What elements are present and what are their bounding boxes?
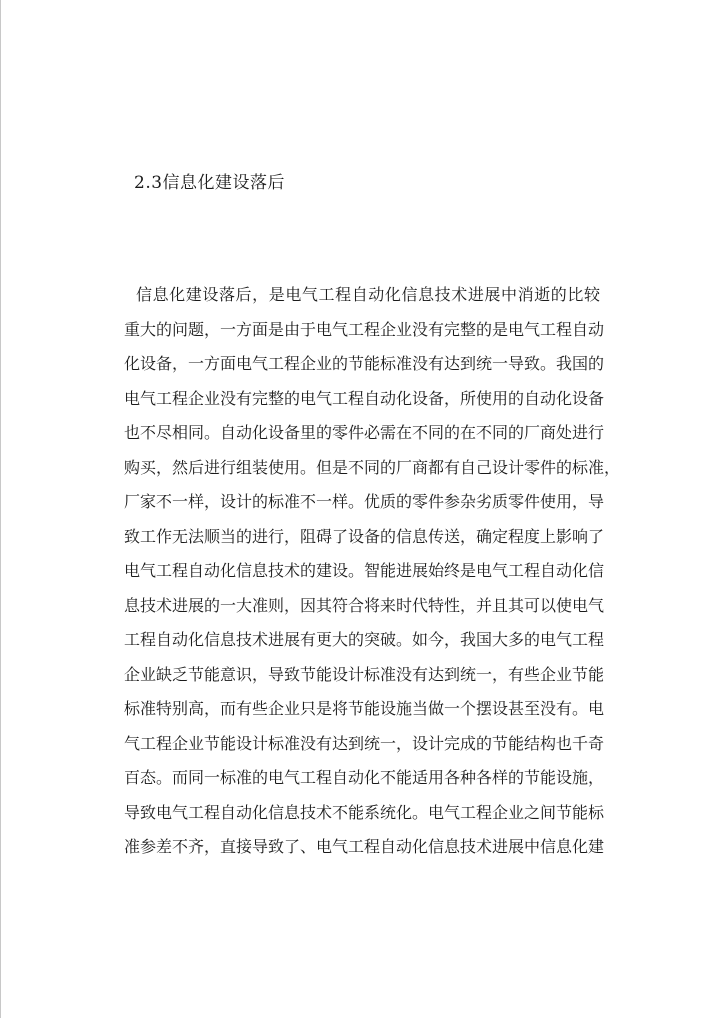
- section-heading: 2.3信息化建设落后: [134, 173, 286, 193]
- body-paragraph: [124, 278, 621, 865]
- page-border: [0, 0, 1, 1018]
- paragraph-line: 购买，然后进行组装使用。但是不同的厂商都有自己设计零件的标准，: [124, 457, 621, 477]
- paragraph-line: 工程自动化信息技术进展有更大的突破。如今，我国大多的电气工程: [124, 630, 605, 649]
- paragraph-line: 化设备，一方面电气工程企业的节能标准没有达到统一导致。我国的: [124, 354, 605, 373]
- paragraph-line: 电气工程自动化信息技术的建设。智能进展始终是电气工程自动化信: [124, 561, 605, 580]
- paragraph-line: 准参差不齐，直接导致了、电气工程自动化信息技术进展中信息化建: [124, 837, 605, 856]
- paragraph-line: 致工作无法顺当的进行，阻碍了设备的信息传送，确定程度上影响了: [124, 526, 605, 546]
- paragraph-line: 信息化建设落后，是电气工程自动化信息技术进展中消逝的比较: [136, 285, 600, 304]
- paragraph-line: 电气工程企业没有完整的电气工程自动化设备，所使用的自动化设备: [124, 388, 605, 408]
- paragraph-line: 企业缺乏节能意识，导致节能设计标准没有达到统一，有些企业节能: [124, 664, 605, 684]
- paragraph-line: 导致电气工程自动化信息技术不能系统化。电气工程企业之间节能标: [124, 802, 605, 822]
- paragraph-line: 也不尽相同。自动化设备里的零件必需在不同的在不同的厂商处进行: [124, 423, 605, 442]
- paragraph-line: 厂家不一样，设计的标准不一样。优质的零件参杂劣质零件使用，导: [124, 492, 605, 511]
- paragraph-line: 标准特别高，而有些企业只是将节能设施当做一个摆设甚至没有。电: [124, 699, 605, 718]
- paragraph-line: 气工程企业节能设计标准没有达到统一，设计完成的节能结构也千奇: [124, 733, 605, 753]
- paragraph-line: 息技术进展的一大准则，因其符合将来时代特性，并且其可以使电气: [124, 595, 605, 615]
- paragraph-line: 百态。而同一标准的电气工程自动化不能适用各种各样的节能设施，: [124, 768, 605, 787]
- paragraph-line: 重大的问题，一方面是由于电气工程企业没有完整的是电气工程自动: [124, 319, 605, 339]
